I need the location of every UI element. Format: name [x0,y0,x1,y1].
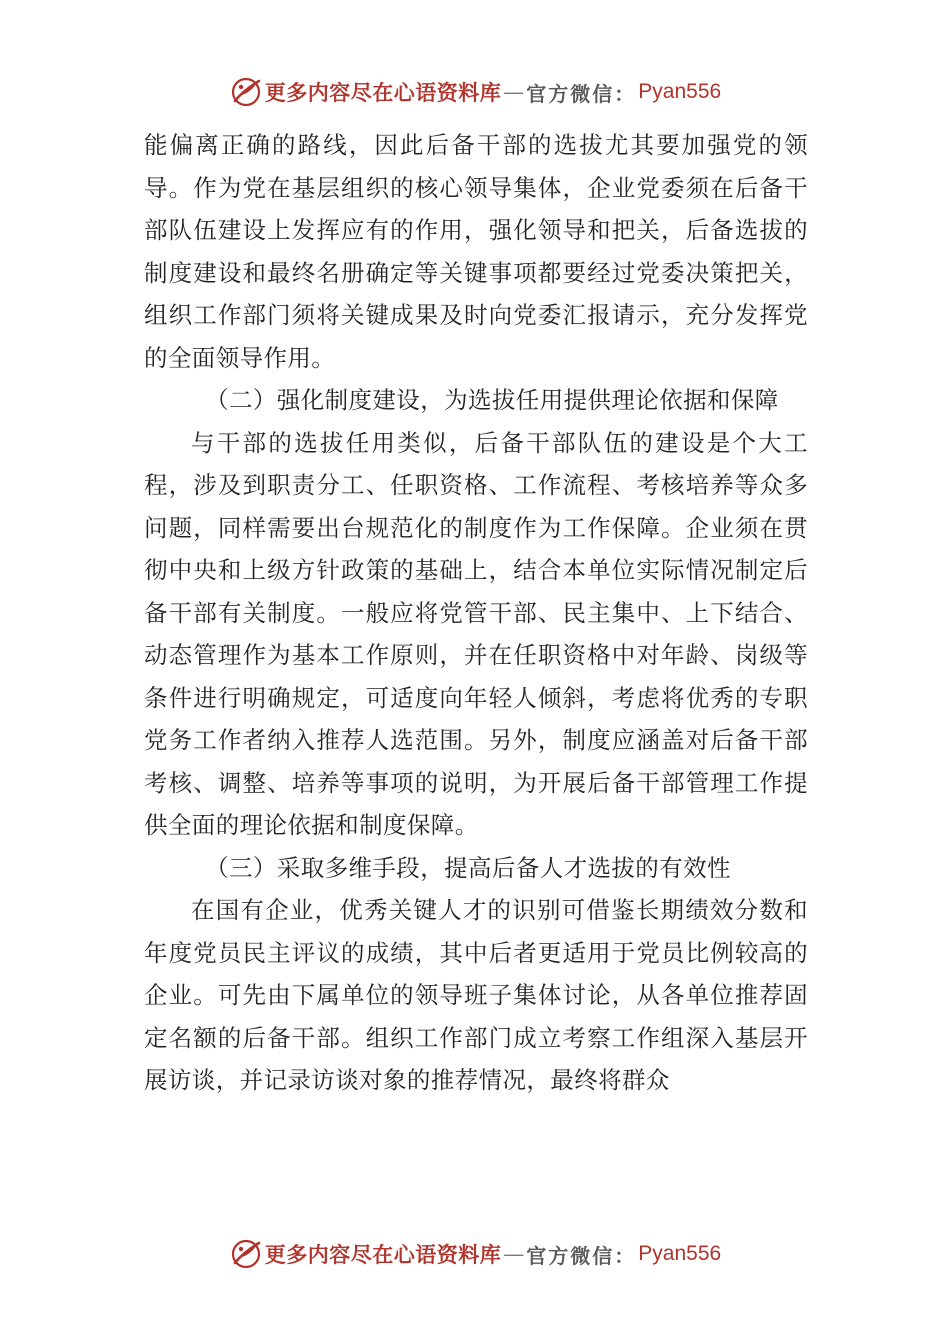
banner-brand-text: 更多内容尽在心语资料库 [264,1242,502,1267]
feather-swirl-logo-icon [229,75,263,109]
feather-swirl-logo-icon [229,1237,263,1271]
banner-brand-text: 更多内容尽在心语资料库 [264,80,502,105]
banner-dash: — [503,1242,525,1266]
header-banner [0,70,950,114]
document-body [144,124,808,1102]
banner-wechat-label: 官方微信： [526,81,637,106]
body-paragraph: 与干部的选拔任用类似，后备干部队伍的建设是个大工程，涉及到职责分工、任职资格、工作流程、考核培养等众多问题，同样需要出台规范化的制度作为工作保障。企业须在贯彻中央和上级方针政策的基础上，结合本单位实际情况制定后备干部有关制度。一般应将党管干部、民主集中、上下结合、动态管理作为基本工作原则，并在任职资格中对年龄、岗级等条件进行明确规定，可适度向年轻人倾斜，考虑将优秀的专职党务工作者纳入推荐人选范围。另外，制度应涵盖对后备干部考核、调整、培养等事项的说明，为开展后备干部管理工作提供全面的理论依据和制度保障。 [144,428,808,839]
banner-wechat-id: Pyan556 [638,1242,722,1265]
body-paragraph: 能偏离正确的路线，因此后备干部的选拔尤其要加强党的领导。作为党在基层组织的核心领导集体，企业党委须在后备干部队伍建设上发挥应有的作用，强化领导和把关，后备选拔的制度建设和最终名册确定等关键事项都要经过党委决策把关，组织工作部门须将关键成果及时向党委汇报请示，充分发挥党的全面领导作用。 [144,131,808,372]
section-heading-2: （二）强化制度建设，为选拔任用提供理论依据和保障 [205,386,779,414]
footer-banner [0,1232,950,1276]
banner-wechat-label: 官方微信： [526,1243,637,1268]
section-heading-3: （三）采取多维手段，提高后备人才选拔的有效性 [205,853,731,882]
body-paragraph: 在国有企业，优秀关键人才的识别可借鉴长期绩效分数和年度党员民主评议的成绩，其中后者更适用于党员比例较高的企业。可先由下属单位的领导班子集体讨论，从各单位推荐固定名额的后备干部。组织工作部门成立考察工作组深入基层开展访谈，并记录访谈对象的推荐情况，最终将群众 [144,896,808,1094]
banner-wechat-id: Pyan556 [638,80,722,103]
banner-dash: — [503,80,525,104]
